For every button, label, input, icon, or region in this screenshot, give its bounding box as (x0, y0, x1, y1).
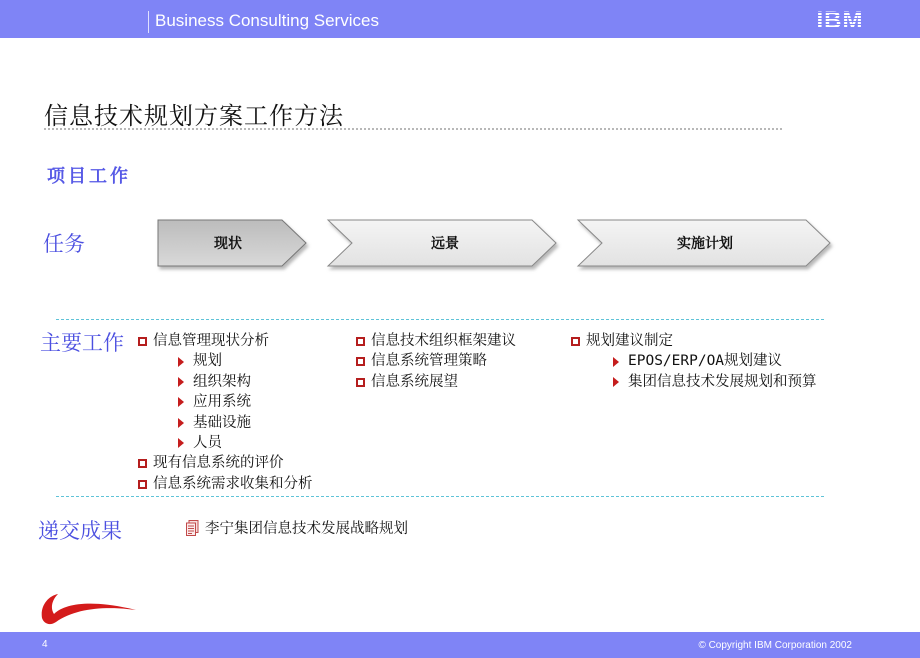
page-title: 信息技术规划方案工作方法 (44, 102, 344, 130)
section-subtitle: 项目工作 (47, 166, 131, 187)
copyright: © Copyright IBM Corporation 2002 (698, 640, 852, 651)
sub-list-item: 规划 (138, 351, 313, 371)
row-label-deliverables: 递交成果 (38, 519, 122, 543)
sub-list-item: 集团信息技术发展规划和预算 (571, 372, 817, 392)
checkbox-icon (571, 337, 580, 346)
triangle-bullet-icon (613, 377, 619, 387)
triangle-bullet-icon (178, 377, 184, 387)
list-item: 现有信息系统的评价 (138, 453, 313, 473)
stage-label-current: 现状 (214, 236, 242, 252)
header-section-title: Business Consulting Services (155, 11, 379, 30)
header-bar (0, 0, 920, 38)
list-item: 信息管理现状分析 (138, 331, 313, 351)
li-ning-logo (36, 588, 140, 628)
list-item: 信息系统需求收集和分析 (138, 474, 313, 494)
list-item: 信息技术组织框架建议 (356, 331, 516, 351)
stage-label-vision: 远景 (431, 236, 459, 252)
list-item: 信息系统展望 (356, 372, 516, 392)
list-item: 信息系统管理策略 (356, 351, 516, 371)
deliverable-item (186, 517, 408, 538)
title-rule (44, 128, 782, 130)
main-work-column-3 (571, 331, 817, 392)
document-icon (186, 520, 199, 536)
main-work-column-2 (356, 331, 516, 392)
header-divider (148, 11, 149, 33)
checkbox-icon (356, 378, 365, 387)
checkbox-icon (138, 337, 147, 346)
chevron-stage-vision (328, 220, 556, 266)
page-number: 4 (42, 639, 48, 650)
triangle-bullet-icon (178, 357, 184, 367)
separator-top (56, 319, 824, 320)
sub-list-item: 人员 (138, 433, 313, 453)
checkbox-icon (356, 357, 365, 366)
stage-label-plan: 实施计划 (677, 236, 733, 252)
list-item: 规划建议制定 (571, 331, 817, 351)
separator-bottom (56, 496, 824, 497)
checkbox-icon (356, 337, 365, 346)
checkbox-icon (138, 480, 147, 489)
main-work-column-1 (138, 331, 313, 494)
sub-list-item: 应用系统 (138, 392, 313, 412)
chevron-stage-plan (578, 220, 830, 266)
triangle-bullet-icon (178, 438, 184, 448)
process-chevrons (150, 210, 850, 280)
chevron-stage-current (158, 220, 306, 266)
triangle-bullet-icon (178, 397, 184, 407)
deliverable-text: 李宁集团信息技术发展战略规划 (205, 521, 408, 537)
triangle-bullet-icon (178, 418, 184, 428)
triangle-bullet-icon (613, 357, 619, 367)
sub-list-item: EPOS/ERP/OA规划建议 (571, 351, 817, 371)
svg-text:IBM: IBM (816, 7, 864, 31)
checkbox-icon (138, 459, 147, 468)
ibm-logo-icon (808, 7, 872, 31)
row-label-tasks: 任务 (43, 232, 85, 256)
sub-list-item: 组织架构 (138, 372, 313, 392)
row-label-main-work: 主要工作 (40, 331, 124, 355)
footer-bar (0, 632, 920, 658)
sub-list-item: 基础设施 (138, 413, 313, 433)
